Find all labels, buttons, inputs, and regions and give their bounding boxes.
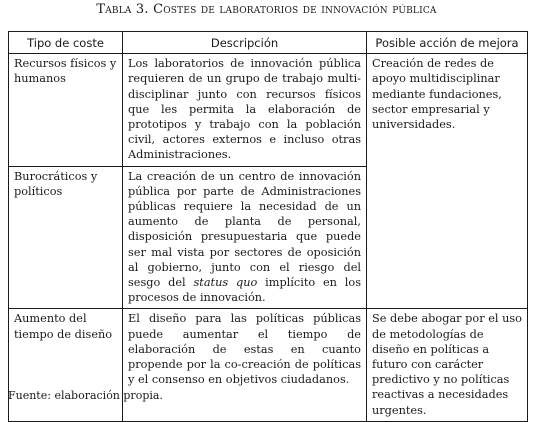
table-caption: Tabla 3. Costes de laboratorios de innovación pública <box>96 2 437 17</box>
header-description: Descripción <box>123 32 367 54</box>
cell-improvement-action: Creación de redes de apoyo multidisciplinar mediante fundaciones, sector empresarial y universidades. <box>367 54 528 309</box>
description-text: implícito en los procesos de innovación. <box>128 276 361 305</box>
cell-cost-type: Recursos físicos y humanos <box>9 54 123 166</box>
table-row <box>9 309 528 421</box>
table-header-row <box>9 32 528 54</box>
cell-improvement-action: Se debe abogar por el uso de metodologías de diseño en políticas a futuro con carácter predictivo y no políticas reactivas a necesidades urgentes. <box>367 309 528 421</box>
header-improvement-action: Posible acción de mejora <box>367 32 528 54</box>
cell-cost-type: Burocráticos y políticos <box>9 166 123 309</box>
cell-description: Los laboratorios de innovación pública requieren de un grupo de trabajo multi-disciplinar junto con recursos físicos que les permita la elaboración de prototipos y trabajo con la población civil, actores externos e incluso otras Administraciones. <box>123 54 367 166</box>
description-text: La creación de un centro de innovación pública por parte de Administraciones públicas requiere la necesidad de un aumento de planta de personal, disposición presupuestaria que puede ser mal vista por sectores de oposición al gobierno, junto con el riesgo del sesgo del <box>128 169 361 290</box>
table-row <box>9 54 528 166</box>
source-note: Fuente: elaboración propia. <box>8 389 163 402</box>
cell-description: El diseño para las políticas públicas puede aumentar el tiempo de elaboración de estas en cuanto propende por la co-creación de políticas y el consenso en objetivos ciudadanos. <box>123 309 367 421</box>
costs-table <box>8 31 528 422</box>
cell-description <box>123 166 367 309</box>
header-cost-type: Tipo de coste <box>9 32 123 54</box>
description-italic-text: status quo <box>193 276 258 290</box>
cell-cost-type: Aumento del tiempo de diseño <box>9 309 123 421</box>
